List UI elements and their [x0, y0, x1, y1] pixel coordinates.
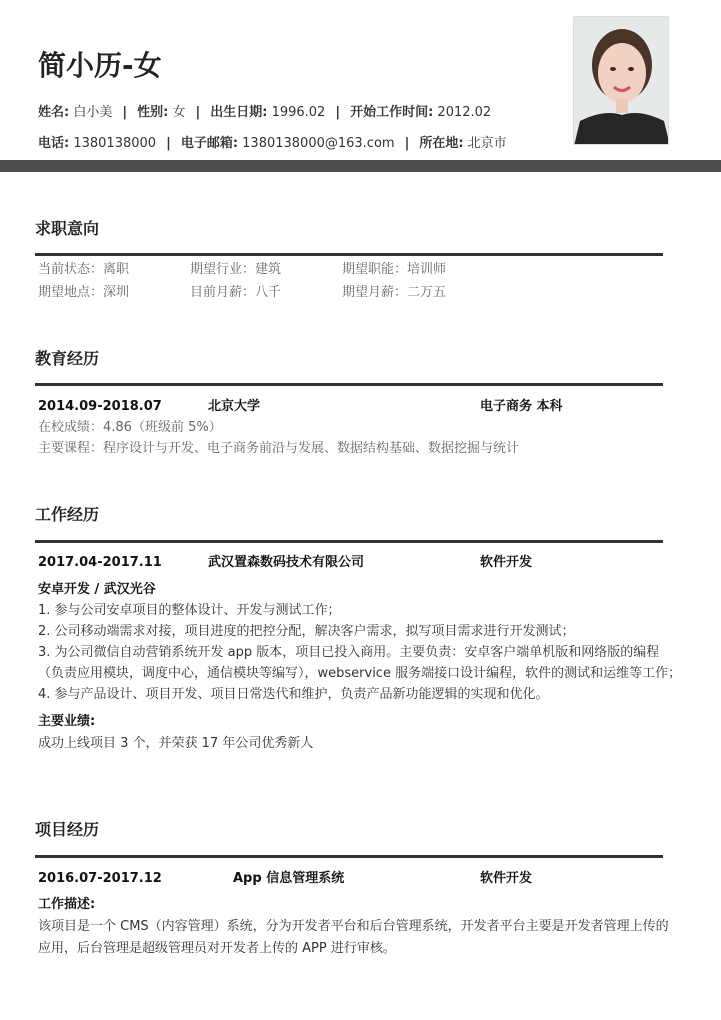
section-heading-intent: 求职意向: [35, 219, 100, 238]
work-company: 武汉置森数码技术有限公司: [208, 555, 365, 570]
project-name: App 信息管理系统: [233, 871, 345, 886]
value-email: 1380138000@163.com: [242, 136, 395, 151]
work-item-continued: （负责应用模块，调度中心，通信模块等编写），webservice 服务端接口设计编程，软件的测试和运维等工作；: [38, 666, 682, 681]
personal-info-line-1: [38, 101, 491, 120]
expected-function: 期望职能：培训师: [342, 262, 447, 277]
label-phone: 电话:: [38, 136, 70, 151]
header-divider-bar: [0, 160, 721, 172]
separator: |: [166, 136, 171, 151]
section-heading-work: 工作经历: [35, 505, 100, 524]
education-gpa: 在校成绩：4.86（班级前 5%）: [38, 420, 222, 435]
education-courses: 主要课程：程序设计与开发、电子商务前沿与发展、数据结构基础、数据挖掘与统计: [38, 441, 520, 456]
section-rule: [35, 253, 663, 256]
project-desc-label: 工作描述:: [38, 897, 96, 912]
value-phone: 1380138000: [73, 136, 157, 151]
label-gender: 性别:: [137, 105, 169, 120]
section-rule: [35, 855, 663, 858]
expected-industry: 期望行业：建筑: [190, 262, 282, 277]
resume-title: 简小历-女: [38, 49, 162, 82]
section-rule: [35, 383, 663, 386]
personal-info-line-2: [38, 132, 507, 151]
education-school: 北京大学: [208, 399, 261, 414]
work-subtitle: 安卓开发 / 武汉光谷: [38, 582, 156, 597]
expected-salary: 期望月薪：二万五: [342, 285, 447, 300]
section-heading-project: 项目经历: [35, 820, 100, 839]
work-date: 2017.04-2017.11: [38, 555, 162, 570]
value-gender: 女: [172, 105, 186, 120]
label-work-start: 开始工作时间:: [350, 105, 434, 120]
value-name: 白小美: [73, 105, 113, 120]
separator: |: [122, 105, 128, 120]
education-major: 电子商务 本科: [480, 399, 563, 414]
label-birth: 出生日期:: [210, 105, 268, 120]
value-birth: 1996.02: [271, 105, 326, 120]
label-name: 姓名:: [38, 105, 70, 120]
project-desc: 应用，后台管理是超级管理员对开发者上传的 APP 进行审核。: [38, 941, 396, 956]
project-role: 软件开发: [480, 871, 533, 886]
project-date: 2016.07-2017.12: [38, 871, 162, 886]
work-item: 2. 公司移动端需求对接，项目进度的把控分配，解决客户需求，拟写项目需求进行开发测试；: [38, 624, 575, 639]
education-date: 2014.09-2018.07: [38, 399, 162, 414]
section-rule: [35, 540, 663, 543]
label-email: 电子邮箱:: [180, 136, 239, 151]
separator: |: [335, 105, 341, 120]
profile-photo: [573, 16, 669, 145]
work-item: 4. 参与产品设计、项目开发、项目日常迭代和维护，负责产品新功能逻辑的实现和优化。: [38, 687, 549, 702]
current-status: 当前状态：离职: [38, 262, 130, 277]
value-location: 北京市: [467, 136, 507, 151]
work-item: 3. 为公司微信自动营销系统开发 app 版本，项目已投入商用。主要负责：安卓客户端单机版和网络版的编程: [38, 645, 660, 660]
achievements-label: 主要业绩:: [38, 714, 96, 729]
achievements-text: 成功上线项目 3 个，并荣获 17 年公司优秀新人: [38, 736, 314, 751]
value-work-start: 2012.02: [437, 105, 492, 120]
section-heading-education: 教育经历: [35, 349, 100, 368]
project-desc: 该项目是一个 CMS（内容管理）系统，分为开发者平台和后台管理系统，开发者平台主要是开发者管理上传的: [38, 919, 669, 934]
label-location: 所在地:: [419, 136, 464, 151]
work-item: 1. 参与公司安卓项目的整体设计、开发与测试工作；: [38, 603, 341, 618]
current-salary: 目前月薪：八千: [190, 285, 282, 300]
separator: |: [195, 105, 201, 120]
separator: |: [404, 136, 410, 151]
work-position: 软件开发: [480, 555, 533, 570]
expected-location: 期望地点：深圳: [38, 285, 130, 300]
